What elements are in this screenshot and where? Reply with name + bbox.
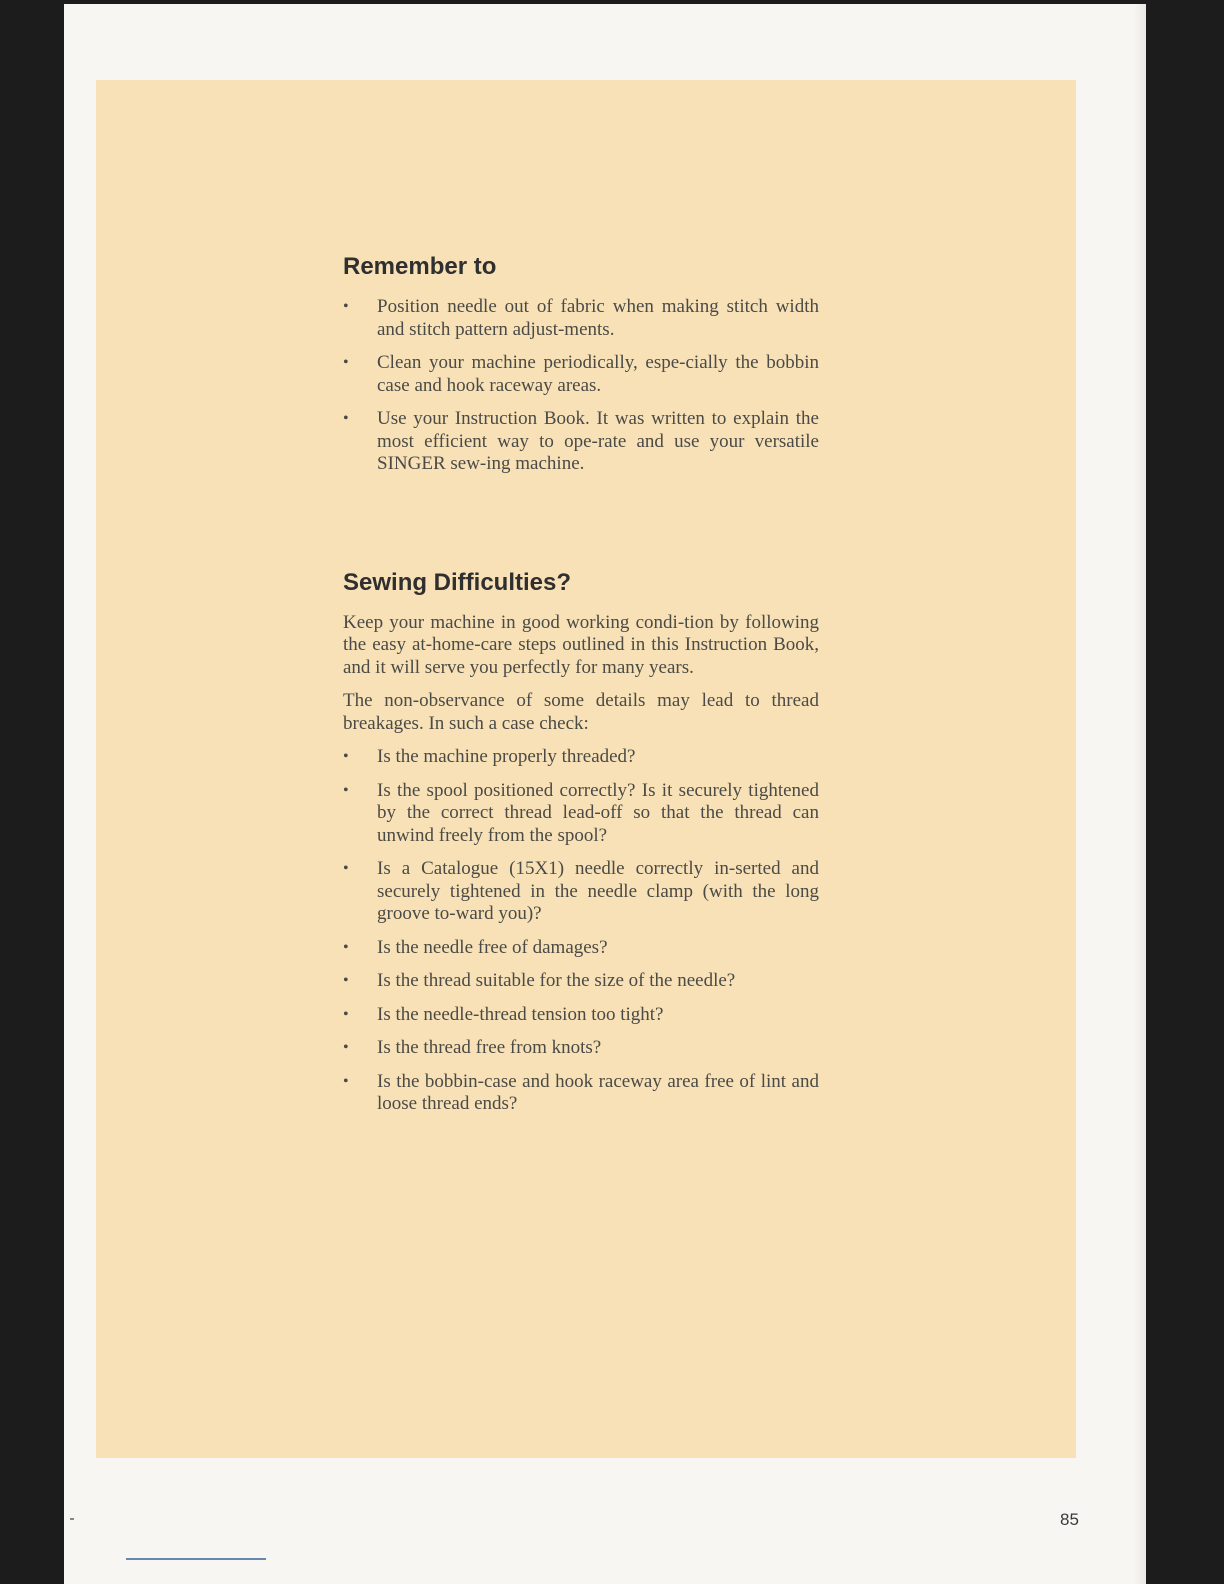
list-item (343, 408, 819, 476)
bullet-icon: • (343, 781, 349, 799)
list-item-text: Position needle out of fabric when making stitch width and stitch pattern adjust-ments. (377, 296, 819, 340)
check-paragraph: The non-observance of some details may lead to thread breakages. In such a case check: (343, 690, 819, 734)
list-item-text: Is the machine properly threaded? (377, 746, 636, 767)
list-item (343, 746, 819, 769)
list-item-text: Is the spool positioned correctly? Is it securely tightened by the correct thread lead-off so that the thread can unwind freely from the spool? (377, 779, 819, 846)
list-item (343, 352, 819, 397)
list-item-text: Is the needle-thread tension too tight? (377, 1003, 664, 1025)
difficulties-heading: Sewing Difficulties? (343, 568, 572, 596)
page-edge-shadow (1134, 4, 1146, 1584)
bullet-icon: • (343, 1039, 349, 1056)
document-page (64, 4, 1146, 1584)
bullet-icon: • (343, 860, 349, 877)
list-item (343, 780, 819, 848)
bullet-icon: • (343, 410, 349, 427)
remember-list (343, 296, 819, 476)
list-item (343, 970, 819, 993)
list-item-text: Is the thread free from knots? (377, 1037, 602, 1058)
list-item (343, 1071, 819, 1116)
list-item (343, 858, 819, 926)
bullet-icon: • (343, 1072, 349, 1090)
list-item-text: Clean your machine periodically, espe-cially the bobbin case and hook raceway areas. (377, 352, 819, 396)
list-item (343, 937, 819, 960)
list-item (343, 1037, 819, 1060)
list-item-text: Is the thread suitable for the size of the needle? (377, 970, 736, 991)
bullet-icon: • (343, 748, 349, 765)
bottom-rule (126, 1558, 266, 1560)
bullet-icon: • (343, 938, 349, 956)
page-number: 85 (1060, 1510, 1079, 1529)
bullet-icon: • (343, 354, 349, 371)
content-column (343, 252, 819, 1127)
list-item (343, 296, 819, 341)
list-item-text: Is the needle free of damages? (377, 936, 608, 958)
bullet-icon: • (343, 972, 349, 989)
bullet-icon: • (343, 1005, 349, 1023)
list-item-text: Is the bobbin-case and hook raceway area free of lint and loose thread ends? (377, 1070, 819, 1114)
list-item-text: Use your Instruction Book. It was written to explain the most efficient way to ope-rate and use your versatile SINGER sew-ing machine. (377, 408, 819, 474)
remember-heading: Remember to (343, 253, 497, 280)
list-item-text: Is a Catalogue (15X1) needle correctly in-serted and securely tightened in the needle clamp (with the long groove to-ward you)? (377, 858, 819, 924)
scan-edge-mark (70, 1518, 74, 1520)
list-item (343, 1004, 819, 1027)
checklist (343, 746, 819, 1116)
intro-paragraph: Keep your machine in good working condi-tion by following the easy at-home-care steps outlined in this Instruction Book, and it will serve you perfectly for many years. (343, 611, 819, 678)
bullet-icon: • (343, 298, 349, 315)
